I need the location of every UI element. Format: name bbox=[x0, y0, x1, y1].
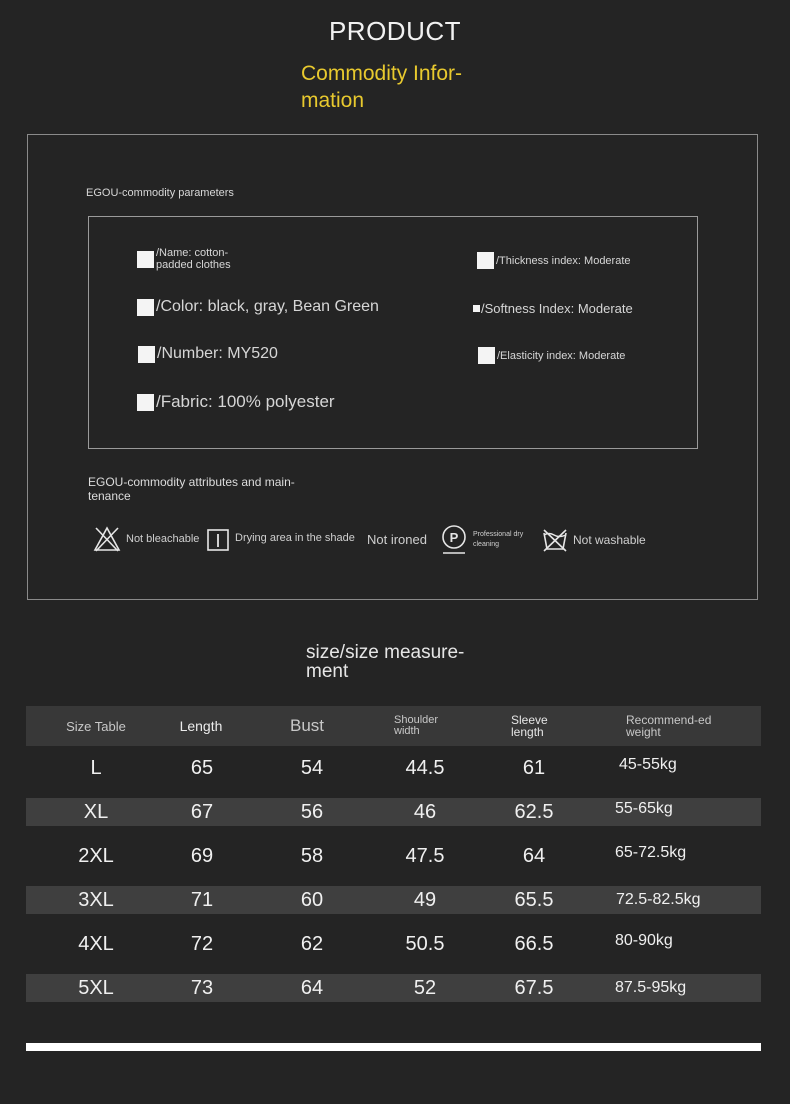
bullet-square-icon bbox=[137, 394, 154, 411]
table-row bbox=[26, 834, 761, 878]
divider-bar bbox=[26, 1043, 761, 1051]
param-fabric-text: /Fabric: 100% polyester bbox=[156, 392, 335, 411]
no-bleach-icon bbox=[93, 525, 121, 553]
cell-shoulder: 47.5 bbox=[405, 844, 445, 867]
table-header-row bbox=[26, 706, 761, 746]
cell-bust: 58 bbox=[300, 844, 324, 867]
cell-length: 71 bbox=[190, 888, 214, 911]
param-color-text: /Color: black, gray, Bean Green bbox=[156, 298, 379, 315]
table-row bbox=[26, 974, 761, 1002]
bullet-square-icon bbox=[137, 299, 154, 316]
cell-sleeve: 61 bbox=[522, 756, 546, 779]
param-fabric bbox=[137, 392, 335, 412]
table-row bbox=[26, 922, 761, 966]
cell-size: XL bbox=[83, 800, 109, 823]
cell-weight: 87.5-95kg bbox=[615, 979, 687, 996]
care-label: Not ironed bbox=[367, 532, 427, 547]
cell-weight: 72.5-82.5kg bbox=[616, 891, 701, 908]
care-item bbox=[367, 532, 427, 547]
param-number bbox=[138, 345, 278, 363]
cell-length: 67 bbox=[190, 800, 214, 823]
param-name bbox=[137, 247, 257, 271]
size-heading: size/size measure-ment bbox=[306, 642, 465, 682]
header-length: Length bbox=[179, 718, 223, 734]
params-title: EGOU-commodity parameters bbox=[86, 187, 234, 199]
cell-shoulder: 46 bbox=[413, 800, 437, 823]
table-row bbox=[26, 746, 761, 790]
cell-sleeve: 64 bbox=[522, 844, 546, 867]
cell-bust: 56 bbox=[300, 800, 324, 823]
param-thickness bbox=[477, 252, 631, 269]
cell-shoulder: 44.5 bbox=[405, 756, 445, 779]
cell-size: L bbox=[90, 756, 102, 779]
cell-shoulder: 50.5 bbox=[405, 932, 445, 955]
cell-bust: 54 bbox=[300, 756, 324, 779]
param-softness bbox=[473, 301, 633, 316]
header-size-table: Size Table bbox=[66, 718, 126, 734]
cell-sleeve: 62.5 bbox=[514, 800, 554, 823]
care-item bbox=[440, 524, 544, 556]
cell-weight: 55-65kg bbox=[615, 800, 673, 817]
cell-length: 72 bbox=[190, 932, 214, 955]
cell-sleeve: 66.5 bbox=[514, 932, 554, 955]
cell-size: 5XL bbox=[78, 976, 114, 999]
commodity-info-heading: Commodity Infor-mation bbox=[301, 62, 463, 112]
cell-bust: 62 bbox=[300, 932, 324, 955]
care-label: Not washable bbox=[573, 533, 646, 547]
table-row bbox=[26, 886, 761, 914]
param-name-text: /Name: cotton-padded clothes bbox=[156, 247, 231, 271]
attributes-title: EGOU-commodity attributes and main-tenance bbox=[88, 475, 295, 503]
param-number-text: /Number: MY520 bbox=[157, 345, 278, 362]
bullet-square-icon bbox=[473, 305, 480, 312]
size-table bbox=[26, 706, 761, 1010]
bullet-square-icon bbox=[478, 347, 495, 364]
no-wash-icon bbox=[542, 528, 568, 552]
care-item bbox=[206, 528, 355, 552]
param-elasticity-text: /Elasticity index: Moderate bbox=[497, 349, 626, 362]
bullet-square-icon bbox=[137, 251, 154, 268]
cell-length: 65 bbox=[190, 756, 214, 779]
cell-length: 69 bbox=[190, 844, 214, 867]
cell-sleeve: 67.5 bbox=[514, 976, 554, 999]
param-softness-text: /Softness Index: Moderate bbox=[481, 301, 633, 316]
cell-bust: 60 bbox=[300, 888, 324, 911]
table-row bbox=[26, 798, 761, 826]
care-item bbox=[542, 528, 646, 552]
cell-weight: 45-55kg bbox=[619, 756, 677, 773]
header-sleeve: Sleeve length bbox=[511, 713, 548, 739]
bullet-square-icon bbox=[138, 346, 155, 363]
cell-size: 2XL bbox=[78, 844, 114, 867]
bullet-square-icon bbox=[477, 252, 494, 269]
svg-text:P: P bbox=[449, 530, 459, 545]
cell-length: 73 bbox=[190, 976, 214, 999]
professional-dry-clean-icon bbox=[440, 524, 468, 556]
cell-size: 3XL bbox=[78, 888, 114, 911]
header-shoulder: Shoulder width bbox=[394, 714, 439, 737]
header-weight: Recommend-ed weight bbox=[626, 713, 712, 739]
page-title: PRODUCT bbox=[328, 16, 462, 46]
cell-weight: 80-90kg bbox=[615, 932, 673, 949]
cell-sleeve: 65.5 bbox=[514, 888, 554, 911]
cell-size: 4XL bbox=[78, 932, 114, 955]
cell-bust: 64 bbox=[300, 976, 324, 999]
param-elasticity bbox=[478, 347, 625, 364]
care-label: Drying area in the shade bbox=[235, 532, 355, 544]
param-thickness-text: /Thickness index: Moderate bbox=[496, 254, 631, 267]
cell-shoulder: 49 bbox=[413, 888, 437, 911]
care-label: Not bleachable bbox=[126, 533, 200, 545]
care-item bbox=[93, 525, 199, 553]
care-label: Professional dry cleaning bbox=[473, 531, 524, 548]
cell-weight: 65-72.5kg bbox=[615, 844, 687, 861]
cell-shoulder: 52 bbox=[413, 976, 437, 999]
header-bust: Bust bbox=[289, 716, 325, 735]
param-color bbox=[137, 298, 379, 316]
shade-dry-icon bbox=[206, 528, 230, 552]
